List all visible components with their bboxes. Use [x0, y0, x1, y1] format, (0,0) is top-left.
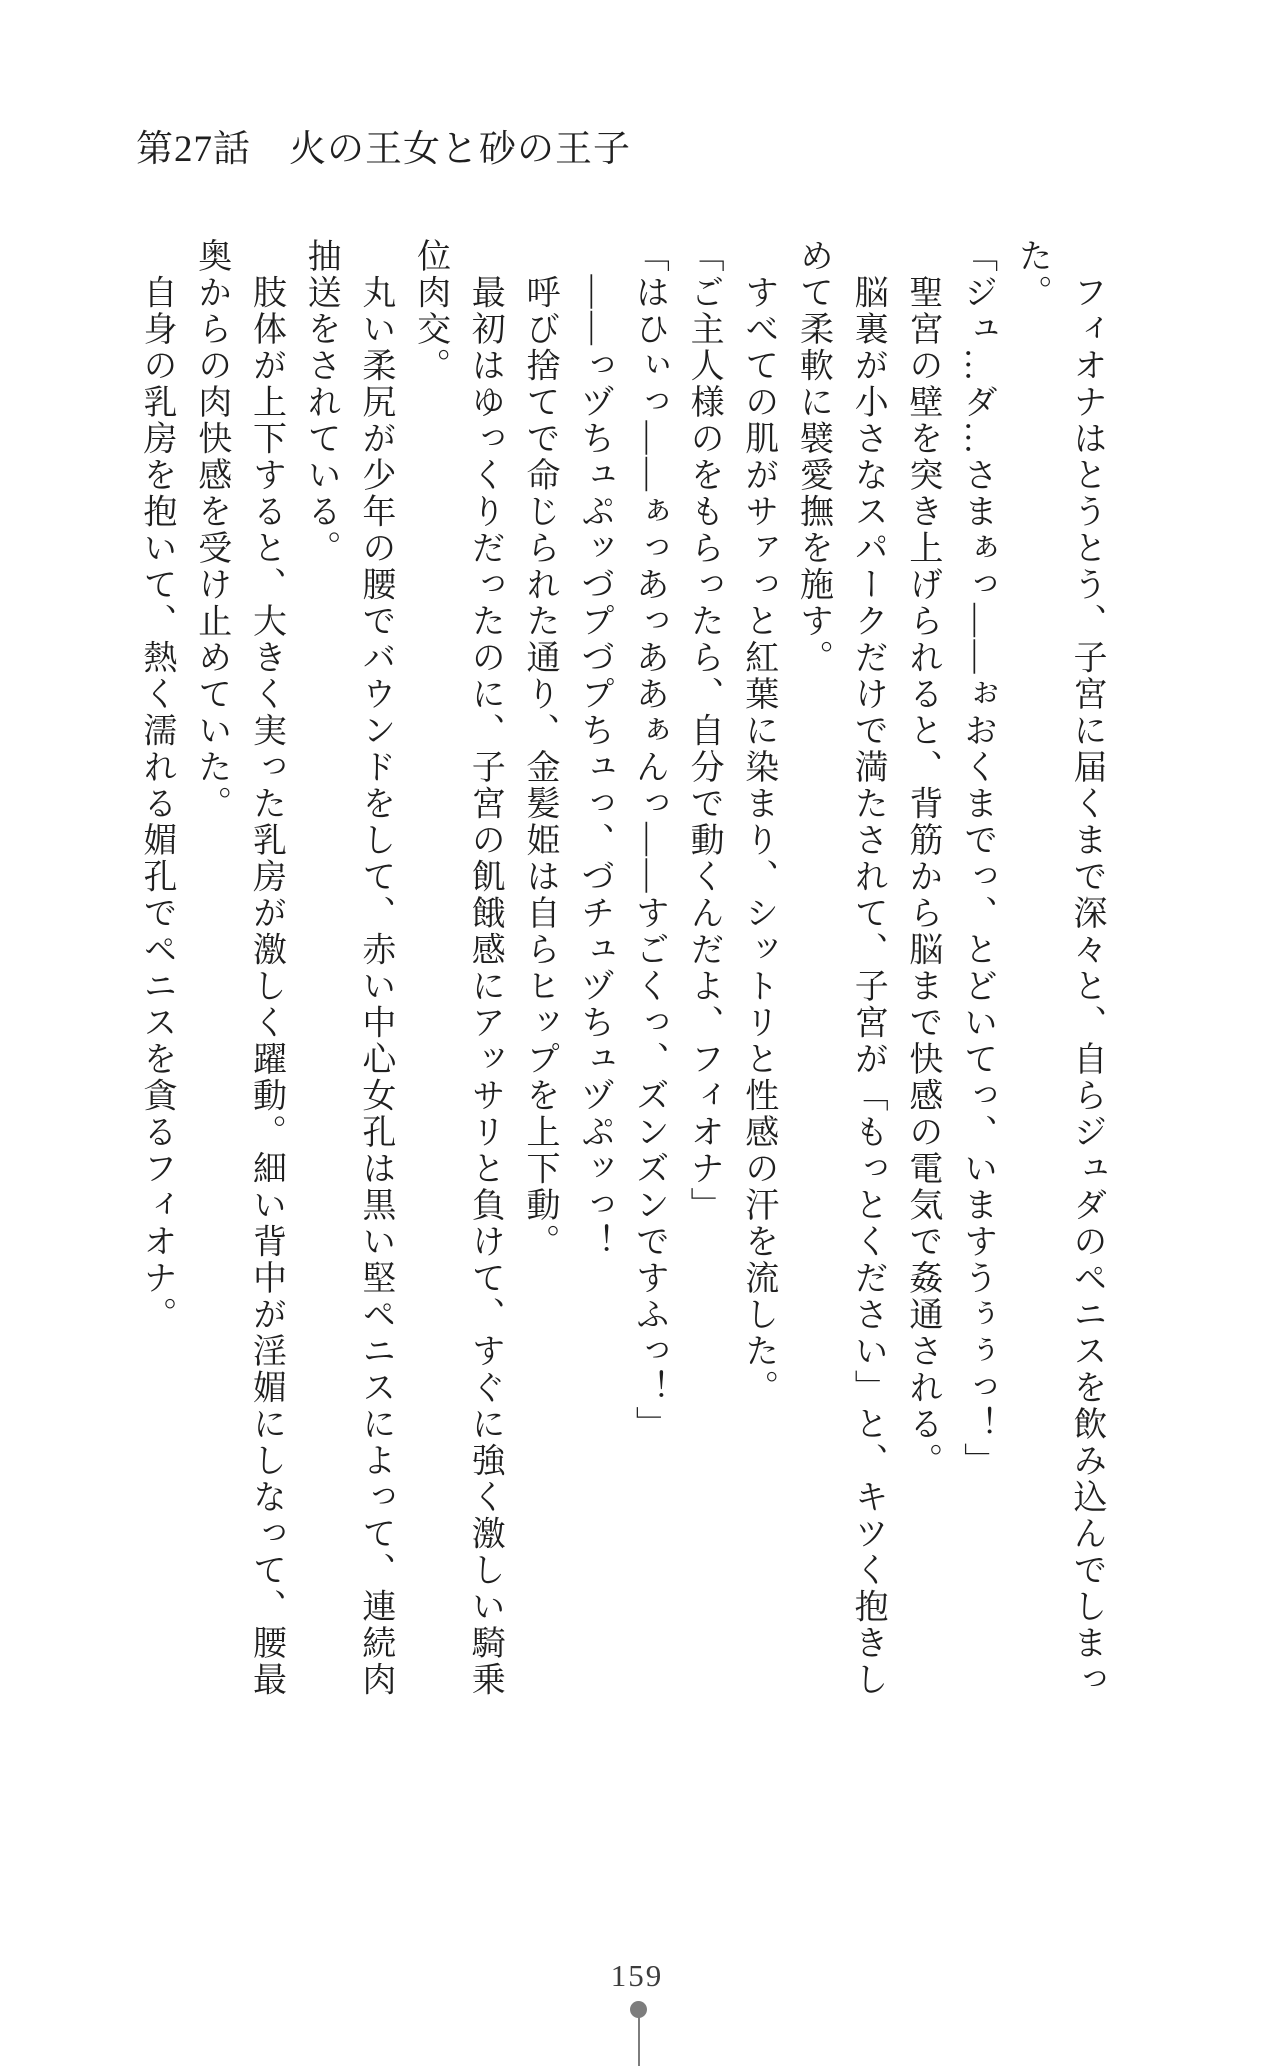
text-column: 「ジュ…ダ…さまぁっ――ぉおくまでっ、とどいてっ、いますうぅぅっ！」: [958, 238, 996, 1479]
page-number: 159: [610, 1958, 664, 1993]
text-column: フィオナはとうとう、子宮に届くまで深々と、自らジュダのペニスを飲み込んでしまっ: [1068, 238, 1105, 1698]
text-column: 位肉交。: [411, 238, 449, 384]
text-column: 聖宮の壁を突き上げられると、背筋から脳まで快感の電気で姦通される。: [903, 238, 941, 1479]
text-column: 「はひぃっ――ぁっあっああぁんっ――すごくっ、ズンズンですふっ！」: [630, 238, 668, 1443]
text-column: 最初はゆっくりだったのに、子宮の飢餓感にアッサリと負けて、すぐに強く激しい騎乗: [466, 238, 504, 1698]
text-column: 奥からの肉快感を受け止めていた。: [192, 238, 230, 822]
text-column: 丸い柔尻が少年の腰でバウンドをして、赤い中心女孔は黒い堅ペニスによって、連続肉: [356, 238, 394, 1698]
text-column: た。: [1013, 238, 1051, 311]
text-column: すべての肌がサァっと紅葉に染まり、シットリと性感の汗を流した。: [739, 238, 777, 1406]
page-ornament-line: [638, 2014, 640, 2066]
text-column: めて柔軟に襞愛撫を施す。: [794, 238, 832, 676]
text-column: 自身の乳房を抱いて、熱く濡れる媚孔でペニスを貪るフィオナ。: [138, 238, 176, 1333]
chapter-header: 第27話 火の王女と砂の王子: [136, 129, 631, 170]
text-column: 「ご主人様のをもらったら、自分で動くんだよ、フィオナ」: [685, 238, 723, 1224]
text-column: 肢体が上下すると、大きく実った乳房が激しく躍動。細い背中が淫媚にしなって、腰最: [247, 238, 285, 1698]
text-column: ――っヅちュぷッづプづプちュっ、づチュヅちュヅぷッっ！: [575, 238, 613, 1260]
text-column: 呼び捨てで命じられた通り、金髪姫は自らヒップを上下動。: [520, 238, 558, 1260]
body-text: [128, 238, 1113, 1698]
text-column: 脳裏が小さなスパークだけで満たされて、子宮が「もっとください」と、キツく抱きし: [849, 238, 887, 1698]
text-column: 抽送をされている。: [302, 238, 340, 567]
